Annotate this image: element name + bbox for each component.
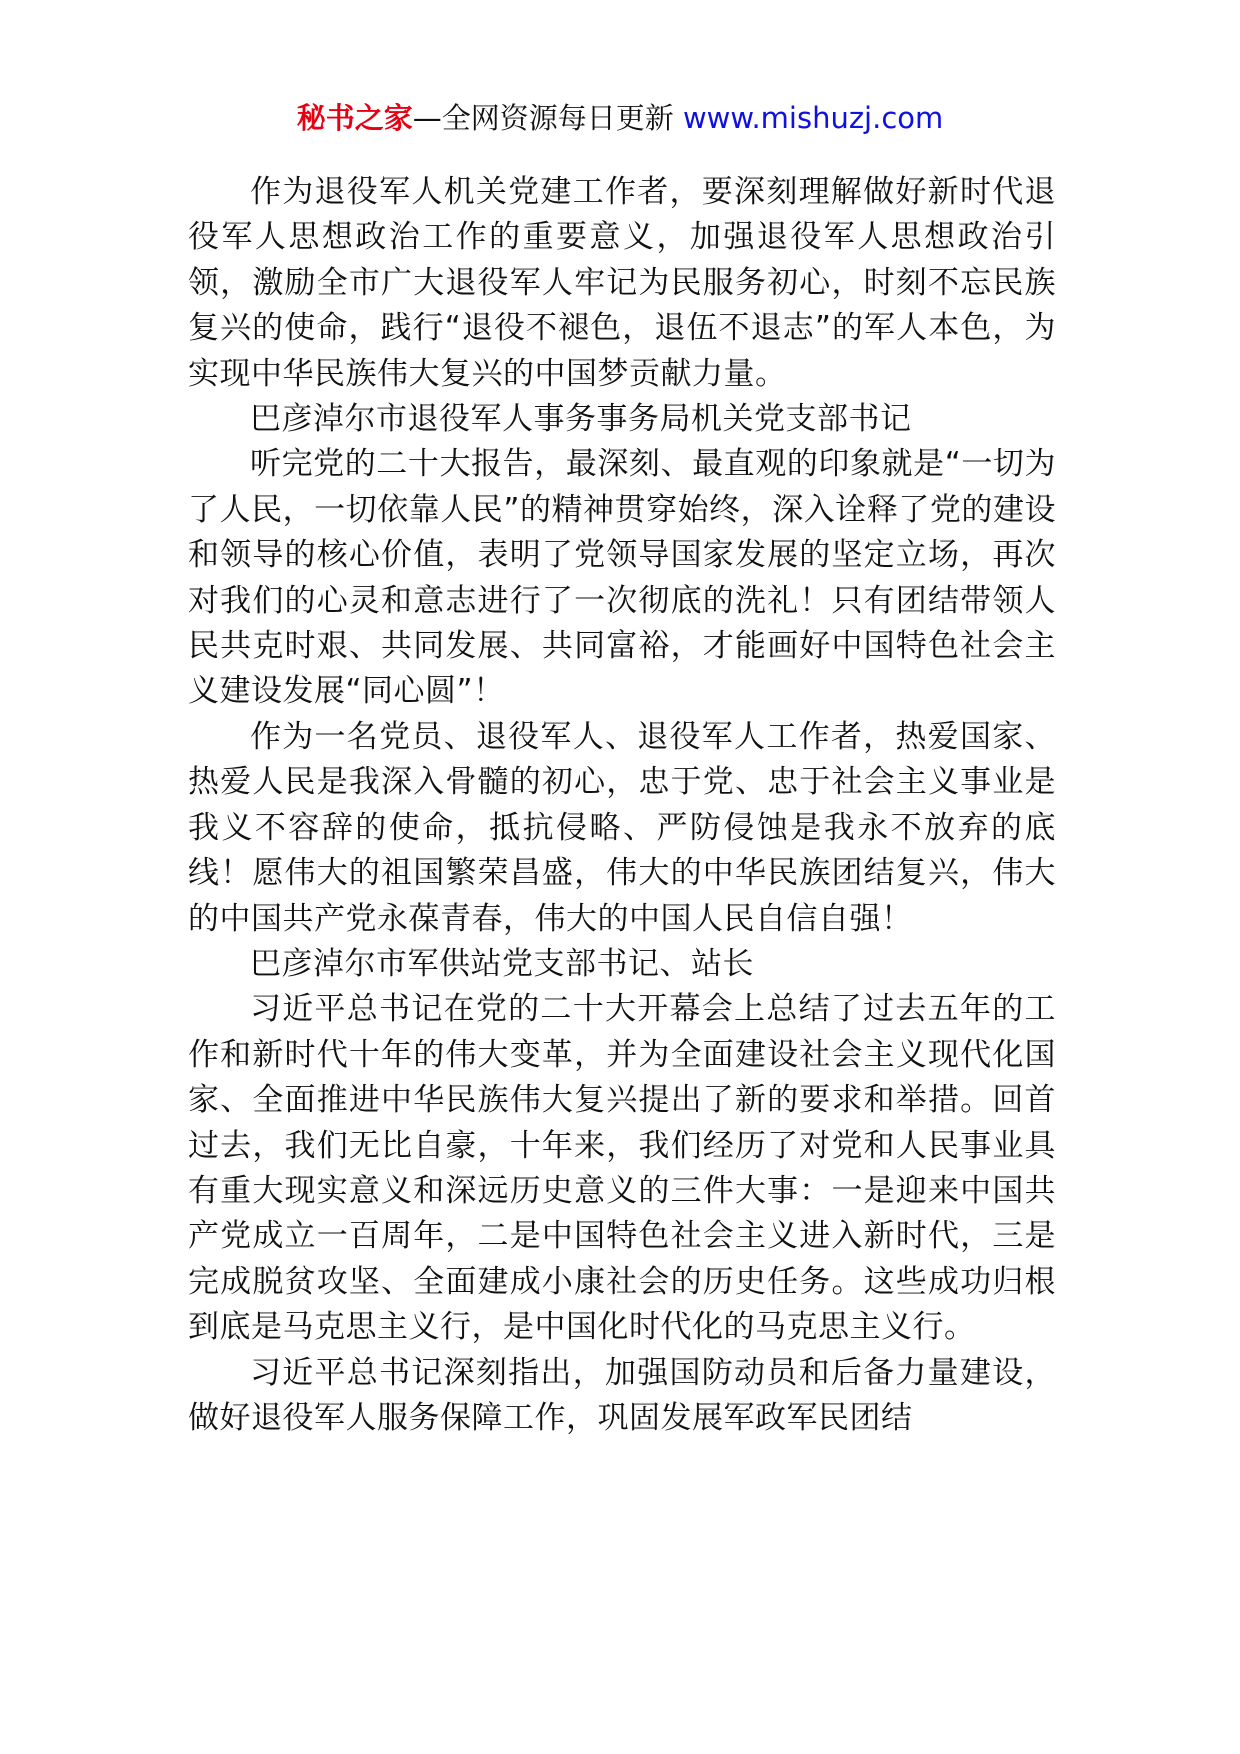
paragraph: 习近平总书记深刻指出，加强国防动员和后备力量建设，做好退役军人服务保障工作，巩固发展军政军民团结: [188, 1354, 1056, 1436]
header-slogan: —全网资源每日更新: [412, 101, 683, 135]
page-header: [0, 98, 1240, 138]
site-url-link[interactable]: www.mishuzj.com: [682, 101, 944, 135]
paragraph: 作为退役军人机关党建工作者，要深刻理解做好新时代退役军人思想政治工作的重要意义，加强退役军人思想政治引领，激励全市广大退役军人牢记为民服务初心，时刻不忘民族复兴的使命，践行“退役不褪色，退伍不退志”的军人本色，为实现中华民族伟大复兴的中国梦贡献力量。: [188, 174, 1056, 392]
paragraph: 习近平总书记在党的二十大开幕会上总结了过去五年的工作和新时代十年的伟大变革，并为全面建设社会主义现代化国家、全面推进中华民族伟大复兴提出了新的要求和举措。回首过去，我们无比自豪，十年来，我们经历了对党和人民事业具有重大现实意义和深远历史意义的三件大事：一是迎来中国共产党成立一百周年，二是中国特色社会主义进入新时代，三是完成脱贫攻坚、全面建成小康社会的历史任务。这些成功归根到底是马克思主义行，是中国化时代化的马克思主义行。: [188, 991, 1056, 1346]
brand-name: 秘书之家: [296, 101, 413, 135]
paragraph: 作为一名党员、退役军人、退役军人工作者，热爱国家、热爱人民是我深入骨髓的初心，忠于党、忠于社会主义事业是我义不容辞的使命，抵抗侵略、严防侵蚀是我永不放弃的底线！愿伟大的祖国繁荣昌盛，伟大的中华民族团结复兴，伟大的中国共产党永葆青春，伟大的中国人民自信自强！: [188, 718, 1056, 937]
paragraph-author-line: 巴彦淖尔市军供站党支部书记、站长: [250, 945, 754, 982]
paragraph: 听完党的二十大报告，最深刻、最直观的印象就是“一切为了人民，一切依靠人民”的精神贯穿始终，深入诠释了党的建设和领导的核心价值，表明了党领导国家发展的坚定立场，再次对我们的心灵和意志进行了一次彻底的洗礼！只有团结带领人民共克时艰、共同发展、共同富裕，才能画好中国特色社会主义建设发展“同心圆”！: [188, 446, 1056, 710]
document-body: [188, 170, 1056, 1441]
paragraph-author-line: 巴彦淖尔市退役军人事务事务局机关党支部书记: [250, 401, 912, 438]
